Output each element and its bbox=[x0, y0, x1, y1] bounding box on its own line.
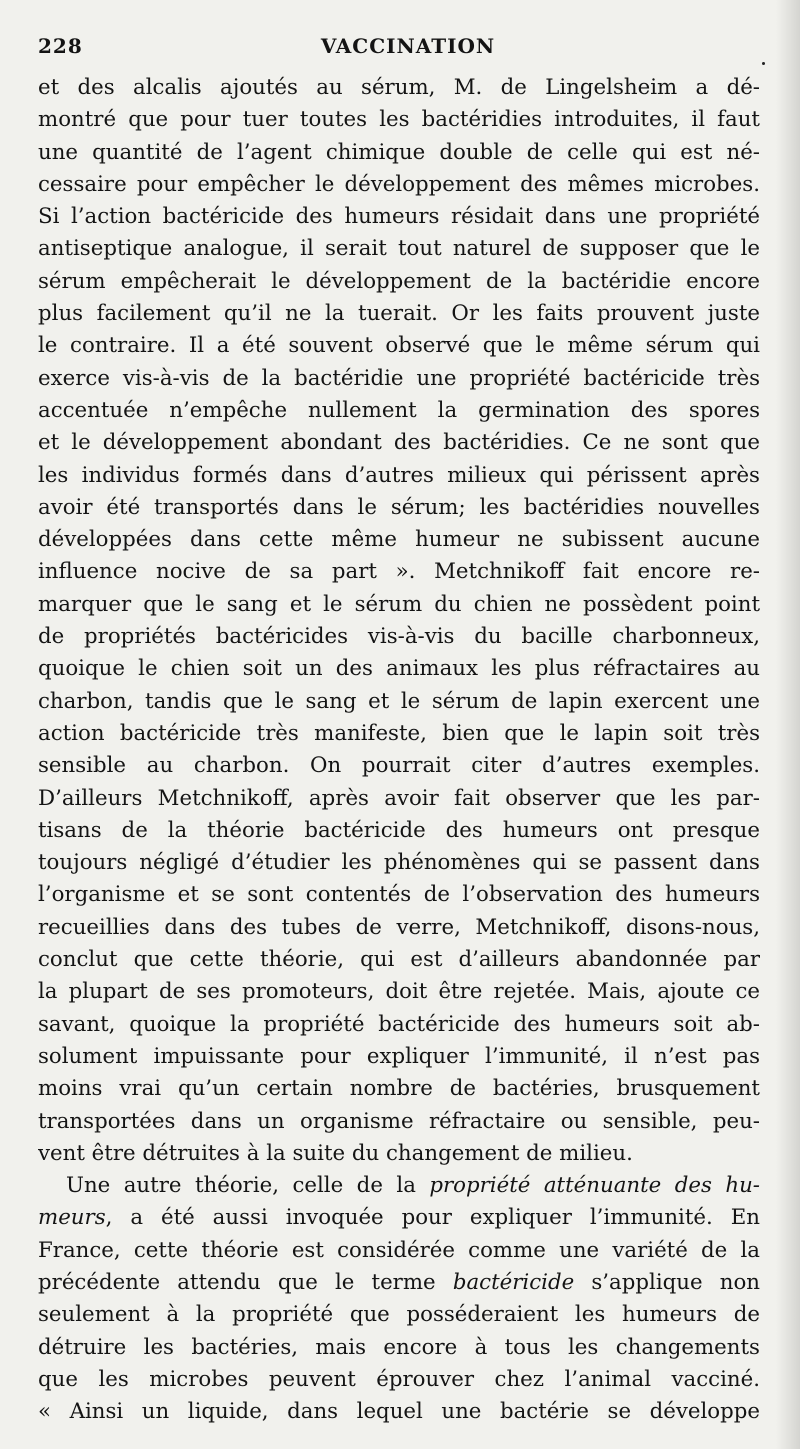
text-line: sensible au charbon. On pourrait citer d’autres exemples. bbox=[38, 753, 760, 779]
running-head: VACCINATION bbox=[320, 34, 496, 58]
text-line: D’ailleurs Metchnikoff, après avoir fait observer que les par- bbox=[38, 785, 760, 811]
text-line: la plupart de ses promoteurs, doit être rejetée. Mais, ajoute ce bbox=[38, 979, 760, 1005]
paragraph-2 bbox=[38, 1170, 760, 1428]
text-line: solument impuissante pour expliquer l’immunité, il n’est pas bbox=[38, 1043, 760, 1069]
text-line: de propriétés bactéricides vis-à-vis du bacille charbonneux, bbox=[38, 624, 760, 650]
text-line: « Ainsi un liquide, dans lequel une bactérie se développe bbox=[38, 1399, 760, 1425]
text-line: et des alcalis ajoutés au sérum, M. de Lingelsheim a dé- bbox=[38, 75, 760, 100]
page-header bbox=[38, 34, 778, 60]
text-line: les individus formés dans d’autres milieux qui périssent après bbox=[38, 462, 760, 488]
italic-run: propriété atténuante des hu- bbox=[429, 1173, 760, 1199]
text-line: recueillies dans des tubes de verre, Metchnikoff, disons-nous, bbox=[38, 914, 760, 940]
text-line: le contraire. Il a été souvent observé que le même sérum qui bbox=[38, 333, 760, 359]
page-edge-shadow bbox=[776, 0, 800, 1449]
text-body bbox=[38, 72, 760, 1428]
text-run: Une autre théorie, celle de la bbox=[66, 1173, 430, 1199]
text-line: charbon, tandis que le sang et le sérum de lapin exercent une bbox=[38, 688, 760, 714]
text-line: accentuée n’empêche nullement la germination des spores bbox=[38, 397, 760, 423]
text-line bbox=[38, 1202, 760, 1234]
text-line: sérum empêcherait le développement de la bactéridie encore bbox=[38, 268, 760, 294]
text-line: et le développement abondant des bactéridies. Ce ne sont que bbox=[38, 430, 760, 456]
text-line: que les microbes peuvent éprouver chez l’animal vacciné. bbox=[38, 1366, 760, 1392]
text-line: quoique le chien soit un des animaux les plus réfractaires au bbox=[38, 656, 760, 682]
text-line: seulement à la propriété que posséderaient les humeurs de bbox=[38, 1302, 760, 1328]
text-line: toujours négligé d’étudier les phénomènes qui se passent dans bbox=[38, 850, 760, 876]
text-line: détruire les bactéries, mais encore à tous les changements bbox=[38, 1334, 760, 1360]
text-line: plus facilement qu’il ne la tuerait. Or les faits prouvent juste bbox=[38, 301, 760, 327]
text-run: précédente attendu que le terme bbox=[38, 1269, 453, 1295]
paragraph-1 bbox=[38, 72, 760, 1170]
text-line: moins vrai qu’un certain nombre de bactéries, brusquement bbox=[38, 1076, 760, 1102]
text-line bbox=[38, 1170, 760, 1202]
text-line: influence nocive de sa part ». Metchnikoff fait encore re- bbox=[38, 559, 760, 585]
italic-run: bactéricide bbox=[452, 1269, 575, 1295]
page-number: 228 bbox=[38, 34, 83, 58]
text-line: développées dans cette même humeur ne subissent aucune bbox=[38, 527, 760, 553]
text-line: marquer que le sang et le sérum du chien ne possèdent point bbox=[38, 591, 760, 617]
text-line: savant, quoique la propriété bactéricide des humeurs soit ab- bbox=[38, 1011, 760, 1037]
text-line: exerce vis-à-vis de la bactéridie une propriété bactéricide très bbox=[38, 365, 760, 391]
text-line: une quantité de l’agent chimique double de celle qui est né- bbox=[38, 139, 760, 165]
text-line: France, cette théorie est considérée comme une variété de la bbox=[38, 1237, 760, 1263]
text-line: montré que pour tuer toutes les bactéridies introduites, il faut bbox=[38, 107, 760, 133]
text-line: tisans de la théorie bactéricide des humeurs ont presque bbox=[38, 817, 760, 843]
text-line bbox=[38, 1267, 760, 1299]
text-run: , a été aussi invoquée pour expliquer l’immunité. En bbox=[105, 1205, 760, 1231]
ink-speck bbox=[762, 62, 765, 65]
text-line: cessaire pour empêcher le développement des mêmes microbes. bbox=[38, 171, 760, 197]
text-line: avoir été transportés dans le sérum; les bactéridies nouvelles bbox=[38, 494, 760, 520]
text-line: l’organisme et se sont contentés de l’observation des humeurs bbox=[38, 882, 760, 908]
text-line: vent être détruites à la suite du changement de milieu. bbox=[38, 1140, 633, 1166]
text-run: s’applique non bbox=[574, 1269, 760, 1295]
text-line: antiseptique analogue, il serait tout naturel de supposer que le bbox=[38, 236, 760, 262]
text-line: transportées dans un organisme réfractaire ou sensible, peu- bbox=[38, 1108, 760, 1134]
text-line: conclut que cette théorie, qui est d’ailleurs abandonnée par bbox=[38, 947, 760, 973]
text-line: action bactéricide très manifeste, bien que le lapin soit très bbox=[38, 720, 760, 746]
italic-run: meurs bbox=[38, 1205, 106, 1231]
text-line: Si l’action bactéricide des humeurs résidait dans une propriété bbox=[38, 204, 760, 230]
